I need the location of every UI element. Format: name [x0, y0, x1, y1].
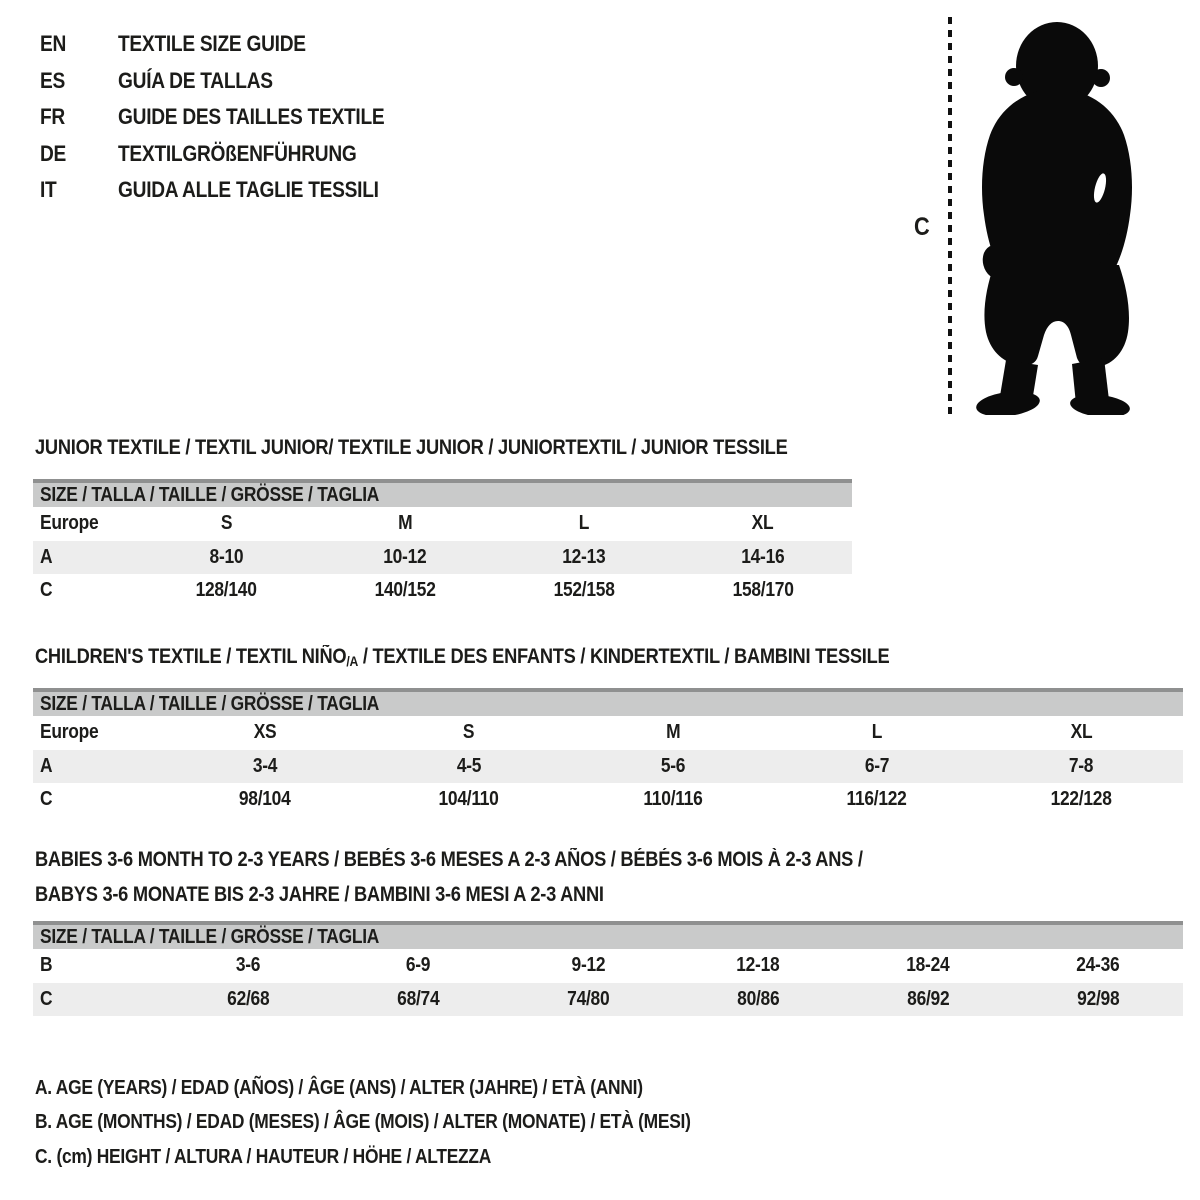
table-cell-text: S	[463, 721, 475, 744]
table-cell-text: 158/170	[732, 579, 794, 602]
babies-size-header-bar: SIZE / TALLA / TAILLE / GRÖSSE / TAGLIA	[33, 921, 1183, 949]
legend-line	[35, 1106, 789, 1141]
row-label	[33, 721, 163, 744]
table-row	[33, 750, 1183, 784]
table-cell-text: 152/158	[553, 579, 615, 602]
table-cell	[316, 546, 495, 569]
table-row	[33, 541, 852, 575]
language-guide-label	[118, 177, 418, 203]
table-cell-text: 18-24	[906, 954, 950, 977]
table-row	[33, 983, 1183, 1017]
table-cell	[775, 721, 979, 744]
table-cell-text: 98/104	[239, 788, 291, 811]
language-code	[40, 104, 118, 130]
language-guide-text: TEXTILE SIZE GUIDE	[118, 31, 306, 57]
table-cell	[367, 721, 571, 744]
babies-section-title-line1: BABIES 3-6 MONTH TO 2-3 YEARS / BEBÉS 3-6 MESES A 2-3 AÑOS / BÉBÉS 3-6 MOIS À 2-3 ANS /	[35, 848, 863, 871]
table-cell-text: 74/80	[566, 987, 610, 1010]
language-guide-text: GUÍA DE TALLAS	[118, 67, 273, 93]
table-cell-text: 62/68	[226, 987, 270, 1010]
table-cell	[495, 546, 674, 569]
table-cell	[333, 988, 503, 1011]
language-code-text: DE	[40, 140, 67, 166]
language-row	[40, 136, 424, 173]
children-size-table	[33, 688, 1183, 817]
table-cell-text: 24-36	[1076, 954, 1120, 977]
table-cell	[333, 954, 503, 977]
legend	[35, 1071, 789, 1175]
table-cell	[673, 988, 843, 1011]
table-cell-text: 80/86	[736, 987, 780, 1010]
table-cell	[495, 579, 674, 602]
table-row	[33, 507, 852, 541]
language-guide-label	[118, 68, 296, 94]
table-cell	[137, 546, 316, 569]
table-cell	[843, 954, 1013, 977]
table-cell	[1013, 988, 1183, 1011]
table-cell	[571, 721, 775, 744]
legend-line-text: B. AGE (MONTHS) / EDAD (MESES) / ÂGE (MOIS) / ALTER (MONATE) / ETÀ (MESI)	[35, 1111, 691, 1134]
table-cell-text: 12-18	[736, 954, 780, 977]
language-guide-text: GUIDA ALLE TAGLIE TESSILI	[118, 177, 379, 203]
table-cell	[137, 579, 316, 602]
row-label	[33, 579, 137, 602]
table-cell-text: 6-9	[405, 954, 431, 977]
table-cell-text: L	[578, 512, 590, 535]
junior-size-header-bar: SIZE / TALLA / TAILLE / GRÖSSE / TAGLIA	[33, 479, 852, 507]
legend-line-text: A. AGE (YEARS) / EDAD (AÑOS) / ÂGE (ANS) / ALTER (JAHRE) / ETÀ (ANNI)	[35, 1076, 643, 1099]
table-cell-text: XL	[751, 512, 774, 535]
table-cell-text: 8-10	[209, 545, 244, 568]
row-label	[33, 988, 163, 1011]
language-guide-label	[118, 31, 334, 57]
table-cell-text: 116/122	[846, 788, 908, 811]
table-cell	[163, 988, 333, 1011]
table-cell	[571, 755, 775, 778]
table-cell	[163, 788, 367, 811]
row-label	[33, 755, 163, 778]
table-cell	[571, 788, 775, 811]
table-cell	[137, 512, 316, 535]
table-cell-text: 3-6	[235, 954, 261, 977]
row-label-text: B	[40, 954, 53, 977]
row-label	[33, 788, 163, 811]
table-cell	[979, 721, 1183, 744]
table-cell	[367, 788, 571, 811]
row-label-text: Europe	[40, 721, 99, 744]
table-cell	[1013, 954, 1183, 977]
language-row	[40, 63, 424, 100]
table-cell	[316, 579, 495, 602]
legend-line	[35, 1071, 789, 1106]
row-label-text: A	[40, 545, 53, 568]
table-cell-text: 128/140	[195, 579, 257, 602]
table-cell	[495, 512, 674, 535]
table-row	[33, 574, 852, 608]
table-cell	[503, 988, 673, 1011]
table-cell-text: 12-13	[562, 545, 606, 568]
table-cell	[775, 788, 979, 811]
language-guide-text: GUIDE DES TAILLES TEXTILE	[118, 104, 385, 130]
height-measure-label: C	[914, 213, 930, 241]
table-cell-text: 5-6	[660, 754, 686, 777]
table-cell-text: M	[665, 721, 681, 744]
table-cell-text: 92/98	[1076, 987, 1120, 1010]
table-cell-text: 7-8	[1068, 754, 1094, 777]
language-row	[40, 26, 424, 63]
table-cell-text: S	[220, 512, 233, 535]
table-cell	[673, 579, 852, 602]
toddler-silhouette	[972, 20, 1137, 415]
table-cell-text: 10-12	[383, 545, 427, 568]
junior-size-table	[33, 479, 852, 608]
table-cell	[367, 755, 571, 778]
row-label	[33, 546, 137, 569]
table-cell	[163, 721, 367, 744]
table-cell	[673, 512, 852, 535]
table-cell	[843, 988, 1013, 1011]
children-section-title: CHILDREN'S TEXTILE / TEXTIL $NIÑO_{/A}$ / TEXTILE DES ENFANTS / KINDERTEXTIL / BAMBINI TESSILE	[35, 645, 890, 669]
table-cell-text: XS	[253, 721, 277, 744]
table-cell-text: 110/116	[643, 788, 703, 811]
row-label-text: Europe	[40, 512, 99, 535]
table-cell-text: 4-5	[456, 754, 482, 777]
table-cell	[673, 546, 852, 569]
junior-section-title: JUNIOR TEXTILE / TEXTIL JUNIOR/ TEXTILE JUNIOR / JUNIORTEXTIL / JUNIOR TESSILE	[35, 436, 788, 459]
table-cell	[163, 954, 333, 977]
table-cell-text: 9-12	[571, 954, 605, 977]
language-list	[40, 26, 424, 209]
table-cell-text: 122/128	[1050, 788, 1112, 811]
babies-section-title-line2: BABYS 3-6 MONATE BIS 2-3 JAHRE / BAMBINI 3-6 MESI A 2-3 ANNI	[35, 883, 604, 906]
height-measure-dashed-line	[948, 17, 952, 415]
language-code-text: EN	[40, 31, 67, 57]
language-code	[40, 141, 118, 167]
legend-line-text: C. (cm) HEIGHT / ALTURA / HAUTEUR / HÖHE / ALTEZZA	[35, 1145, 492, 1168]
table-cell-text: 3-4	[252, 754, 278, 777]
table-cell	[979, 788, 1183, 811]
table-cell-text: 14-16	[741, 545, 785, 568]
table-cell-text: 104/110	[438, 788, 500, 811]
row-label-text: C	[40, 788, 53, 811]
table-cell-text: L	[871, 721, 883, 744]
language-code-text: FR	[40, 104, 65, 130]
babies-size-table	[33, 921, 1183, 1016]
table-cell	[503, 954, 673, 977]
table-cell	[775, 755, 979, 778]
table-cell	[673, 954, 843, 977]
language-code	[40, 177, 118, 203]
row-label-text: C	[40, 987, 53, 1010]
language-guide-text: TEXTILGRÖßENFÜHRUNG	[118, 140, 357, 166]
table-cell	[163, 755, 367, 778]
row-label-text: C	[40, 579, 53, 602]
row-label	[33, 954, 163, 977]
row-label	[33, 512, 137, 535]
table-cell-text: 6-7	[864, 754, 890, 777]
language-code	[40, 68, 118, 94]
table-row	[33, 716, 1183, 750]
row-label-text: A	[40, 754, 53, 777]
language-code-text: IT	[40, 177, 57, 203]
language-row	[40, 99, 424, 136]
language-code-text: ES	[40, 67, 66, 93]
language-row	[40, 172, 424, 209]
table-cell	[979, 755, 1183, 778]
table-cell-text: 140/152	[374, 579, 436, 602]
table-cell-text: XL	[1070, 721, 1092, 744]
language-guide-label	[118, 104, 424, 130]
table-cell	[316, 512, 495, 535]
table-cell-text: M	[398, 512, 413, 535]
table-cell-text: 68/74	[396, 987, 440, 1010]
table-row	[33, 783, 1183, 817]
language-guide-label	[118, 141, 392, 167]
table-row	[33, 949, 1183, 983]
table-cell-text: 86/92	[906, 987, 950, 1010]
language-code	[40, 31, 118, 57]
legend-line	[35, 1140, 789, 1175]
children-size-header-bar: SIZE / TALLA / TAILLE / GRÖSSE / TAGLIA	[33, 688, 1183, 716]
